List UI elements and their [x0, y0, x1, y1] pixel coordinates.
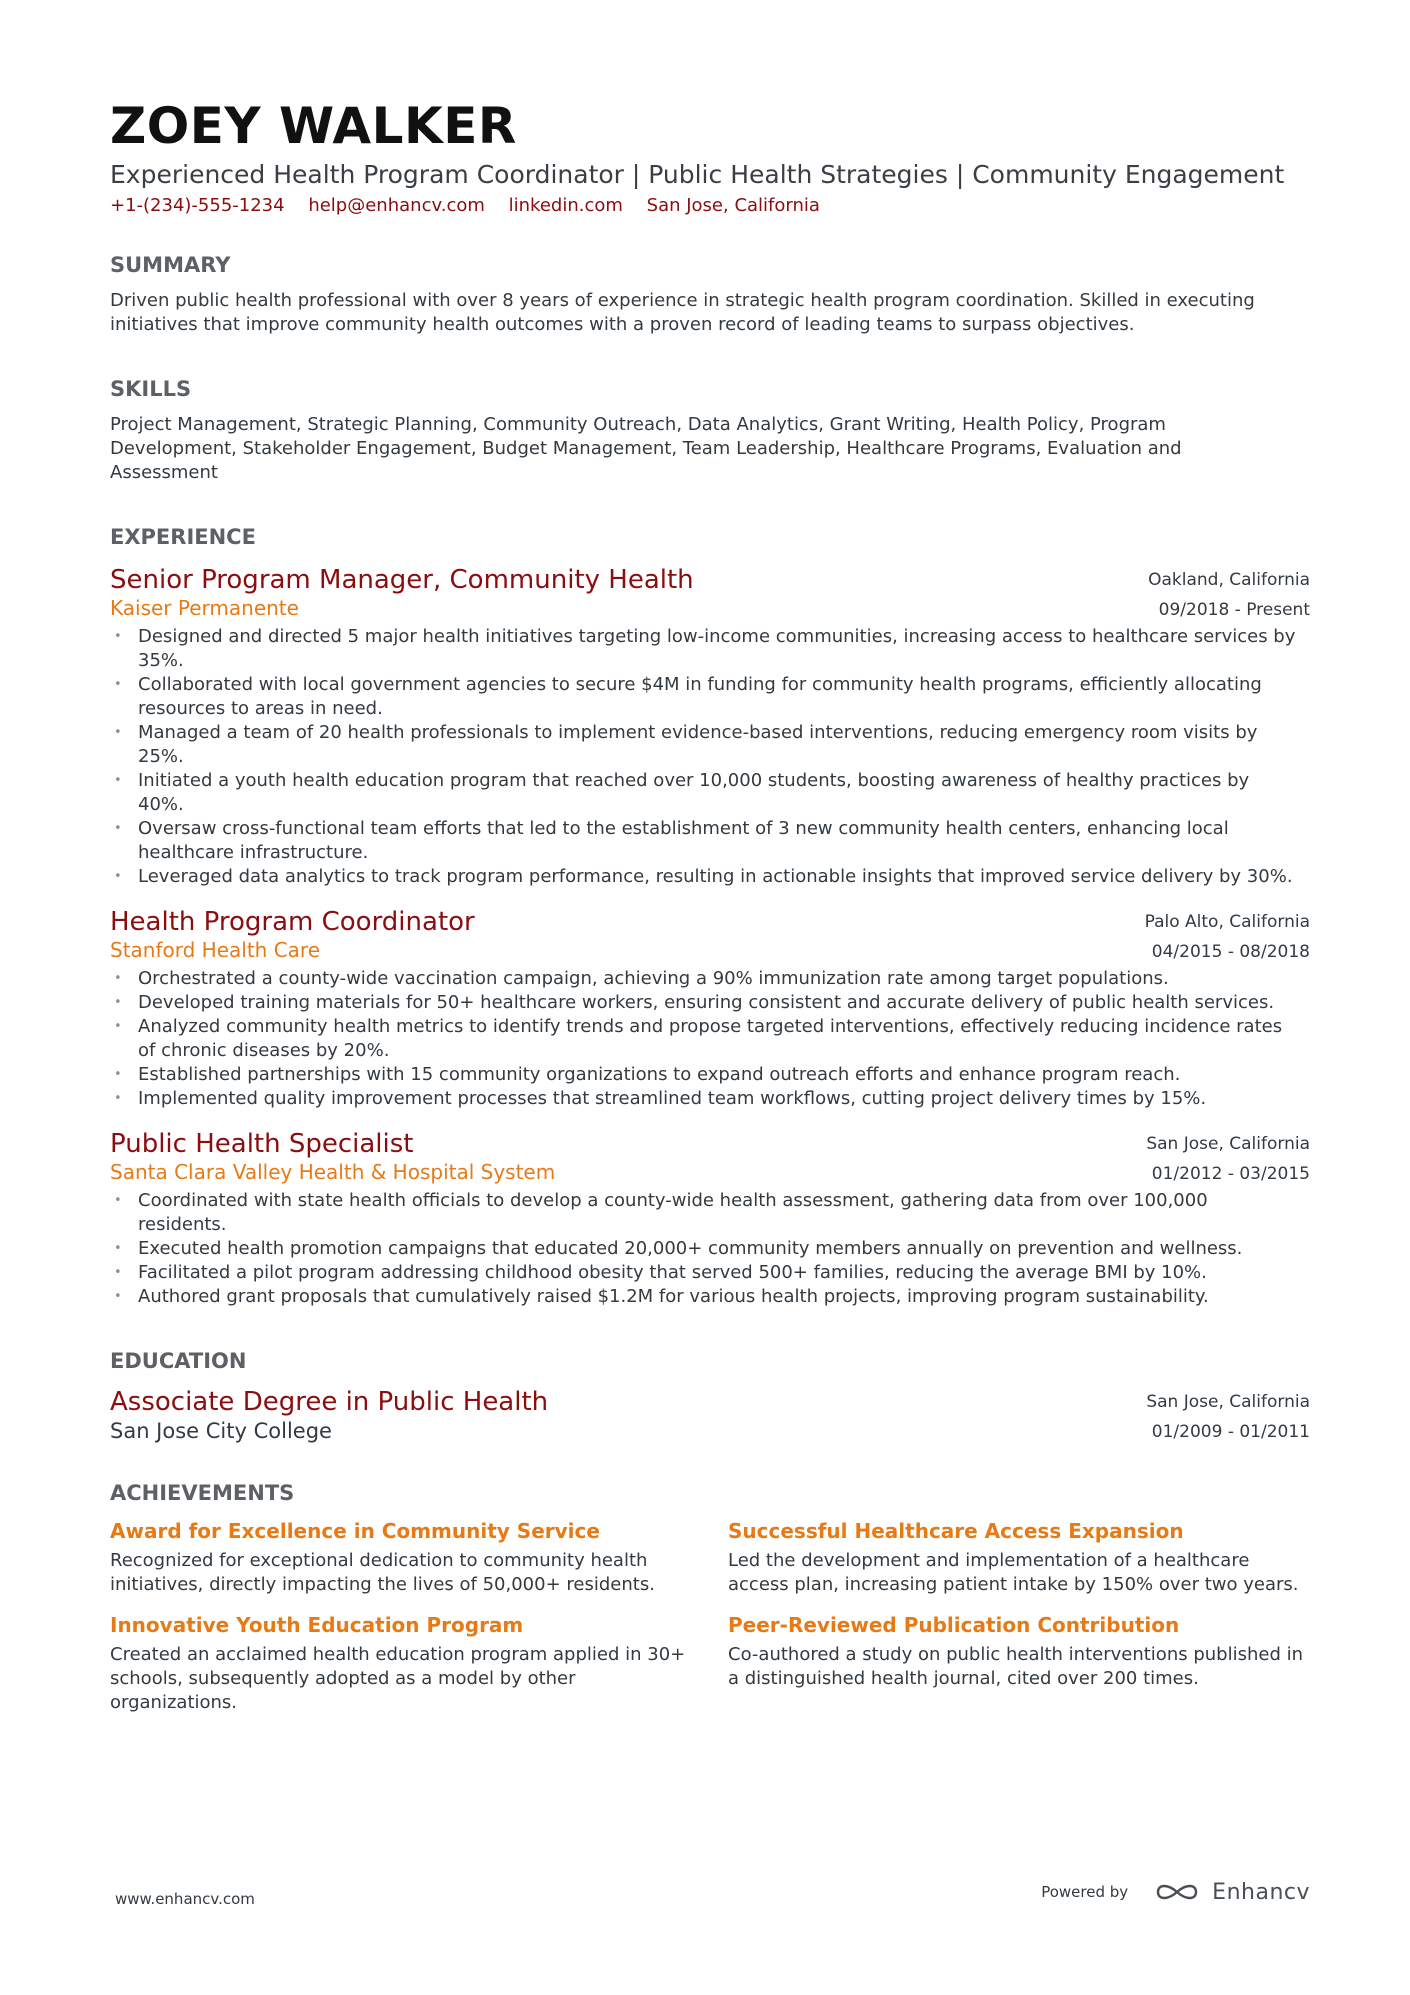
job-location: San Jose, California: [1146, 1134, 1310, 1154]
candidate-tagline: Experienced Health Program Coordinator | Public Health Strategies | Community Engagement: [110, 160, 1285, 189]
achievements-heading: ACHIEVEMENTS: [110, 1481, 295, 1505]
education-entry: [110, 1385, 1310, 1445]
achievements-grid: [110, 1517, 1310, 1715]
enhancv-logo-icon: [1154, 1878, 1200, 1906]
skills-section: [110, 375, 1310, 485]
job-title: Public Health Specialist: [110, 1129, 414, 1159]
job-entry: [110, 905, 1310, 1111]
footer-website[interactable]: www.enhancv.com: [115, 1890, 255, 1908]
job-bullets: [110, 967, 1300, 1111]
job-bullet: • Analyzed community health metrics to identify trends and propose targeted interventions, effectively reducing incidence rates of chronic diseases by 20%.: [110, 1015, 1300, 1063]
footer-branding: [1041, 1878, 1310, 1906]
job-meta: [1148, 565, 1310, 625]
job-bullet: • Leveraged data analytics to track program performance, resulting in actionable insights that improved service delivery by 30%.: [110, 865, 1300, 889]
achievement-title: Award for Excellence in Community Service: [110, 1519, 600, 1543]
job-meta: [1146, 1129, 1310, 1189]
job-bullet: • Managed a team of 20 health professionals to implement evidence-based interventions, reducing emergency room visits by 25%.: [110, 721, 1300, 769]
job-title: Health Program Coordinator: [110, 907, 475, 937]
achievement-item: [110, 1611, 692, 1715]
job-bullet: • Collaborated with local government agencies to secure $4M in funding for community health programs, efficiently allocating resources to areas in need.: [110, 673, 1300, 721]
summary-section: [110, 251, 1310, 337]
job-location: Oakland, California: [1148, 570, 1310, 590]
job-company: Santa Clara Valley Health & Hospital System: [110, 1160, 556, 1184]
job-bullets: [110, 1189, 1300, 1309]
contact-email[interactable]: help@enhancv.com: [308, 195, 485, 216]
summary-heading: SUMMARY: [110, 253, 231, 277]
job-bullet: • Oversaw cross-functional team efforts that led to the establishment of 3 new community health centers, enhancing local healthcare infrastructure.: [110, 817, 1300, 865]
achievement-item: [728, 1517, 1310, 1597]
resume-page: [110, 96, 1310, 1715]
achievement-item: [110, 1517, 692, 1597]
job-bullet: • Developed training materials for 50+ healthcare workers, ensuring consistent and accurate delivery of public health services.: [110, 991, 1300, 1015]
skills-text: Project Management, Strategic Planning, Community Outreach, Data Analytics, Grant Writing, Health Policy, Program Development, Stakeholder Engagement, Budget Management, Team Leadership, Healthcare Programs, Evaluation and Assessment: [110, 414, 1182, 483]
achievement-title: Innovative Youth Education Program: [110, 1613, 524, 1637]
education-section: [110, 1347, 1310, 1445]
job-entry: [110, 1127, 1310, 1309]
job-bullet: • Designed and directed 5 major health initiatives targeting low-income communities, increasing access to healthcare services by 35%.: [110, 625, 1300, 673]
contact-phone[interactable]: +1-(234)-555-1234: [110, 195, 285, 216]
contact-linkedin[interactable]: linkedin.com: [508, 195, 623, 216]
job-dates: 09/2018 - Present: [1158, 600, 1310, 620]
experience-section: [110, 523, 1310, 1309]
job-meta: [1145, 907, 1310, 967]
job-bullet: • Executed health promotion campaigns that educated 20,000+ community members annually on prevention and wellness.: [110, 1237, 1300, 1261]
achievement-description: Co-authored a study on public health interventions published in a distinguished health journal, cited over 200 times.: [728, 1644, 1304, 1689]
job-dates: 04/2015 - 08/2018: [1151, 942, 1310, 962]
job-company: Stanford Health Care: [110, 938, 321, 962]
job-bullet: • Coordinated with state health officials to develop a county-wide health assessment, gathering data from over 100,000 residents.: [110, 1189, 1300, 1237]
job-location: Palo Alto, California: [1144, 912, 1310, 932]
candidate-name: ZOEY WALKER: [110, 97, 517, 155]
resume-header: [110, 96, 1310, 219]
school-name: San Jose City College: [110, 1419, 332, 1443]
job-bullet: • Authored grant proposals that cumulatively raised $1.2M for various health projects, improving program sustainability.: [110, 1285, 1300, 1309]
education-location: San Jose, California: [1146, 1392, 1310, 1412]
summary-text: Driven public health professional with over 8 years of experience in strategic health program coordination. Skilled in executing initiatives that improve community health outcomes with a proven record of leading teams to surpass objectives.: [110, 290, 1255, 335]
contact-info: [110, 193, 1310, 219]
achievement-description: Created an acclaimed health education program applied in 30+ schools, subsequently adopted as a model by other organizations.: [110, 1644, 686, 1713]
achievement-description: Led the development and implementation of a healthcare access plan, increasing patient intake by 150% over two years.: [728, 1550, 1299, 1595]
brand-name: Enhancv: [1212, 1879, 1310, 1905]
skills-heading: SKILLS: [110, 377, 192, 401]
achievement-item: [728, 1611, 1310, 1715]
job-title: Senior Program Manager, Community Health: [110, 565, 694, 595]
job-bullet: • Implemented quality improvement processes that streamlined team workflows, cutting project delivery times by 15%.: [110, 1087, 1300, 1111]
achievement-title: Successful Healthcare Access Expansion: [728, 1519, 1184, 1543]
experience-heading: EXPERIENCE: [110, 525, 256, 549]
education-heading: EDUCATION: [110, 1349, 247, 1373]
job-bullet: • Established partnerships with 15 community organizations to expand outreach efforts and enhance program reach.: [110, 1063, 1300, 1087]
job-dates: 01/2012 - 03/2015: [1151, 1164, 1310, 1184]
achievement-description: Recognized for exceptional dedication to community health initiatives, directly impacting the lives of 50,000+ residents.: [110, 1550, 655, 1595]
job-entry: [110, 563, 1310, 889]
contact-location: San Jose, California: [646, 195, 820, 216]
job-bullet: • Initiated a youth health education program that reached over 10,000 students, boosting awareness of healthy practices by 40%.: [110, 769, 1300, 817]
job-bullets: [110, 625, 1300, 889]
achievements-section: [110, 1479, 1310, 1715]
education-meta: [1146, 1387, 1310, 1447]
powered-by-label: Powered by: [1041, 1883, 1129, 1901]
job-company: Kaiser Permanente: [110, 596, 299, 620]
education-dates: 01/2009 - 01/2011: [1151, 1422, 1310, 1442]
degree-title: Associate Degree in Public Health: [110, 1387, 549, 1417]
job-bullet: • Orchestrated a county-wide vaccination campaign, achieving a 90% immunization rate among target populations.: [110, 967, 1300, 991]
job-bullet: • Facilitated a pilot program addressing childhood obesity that served 500+ families, reducing the average BMI by 10%.: [110, 1261, 1300, 1285]
achievement-title: Peer-Reviewed Publication Contribution: [728, 1613, 1180, 1637]
